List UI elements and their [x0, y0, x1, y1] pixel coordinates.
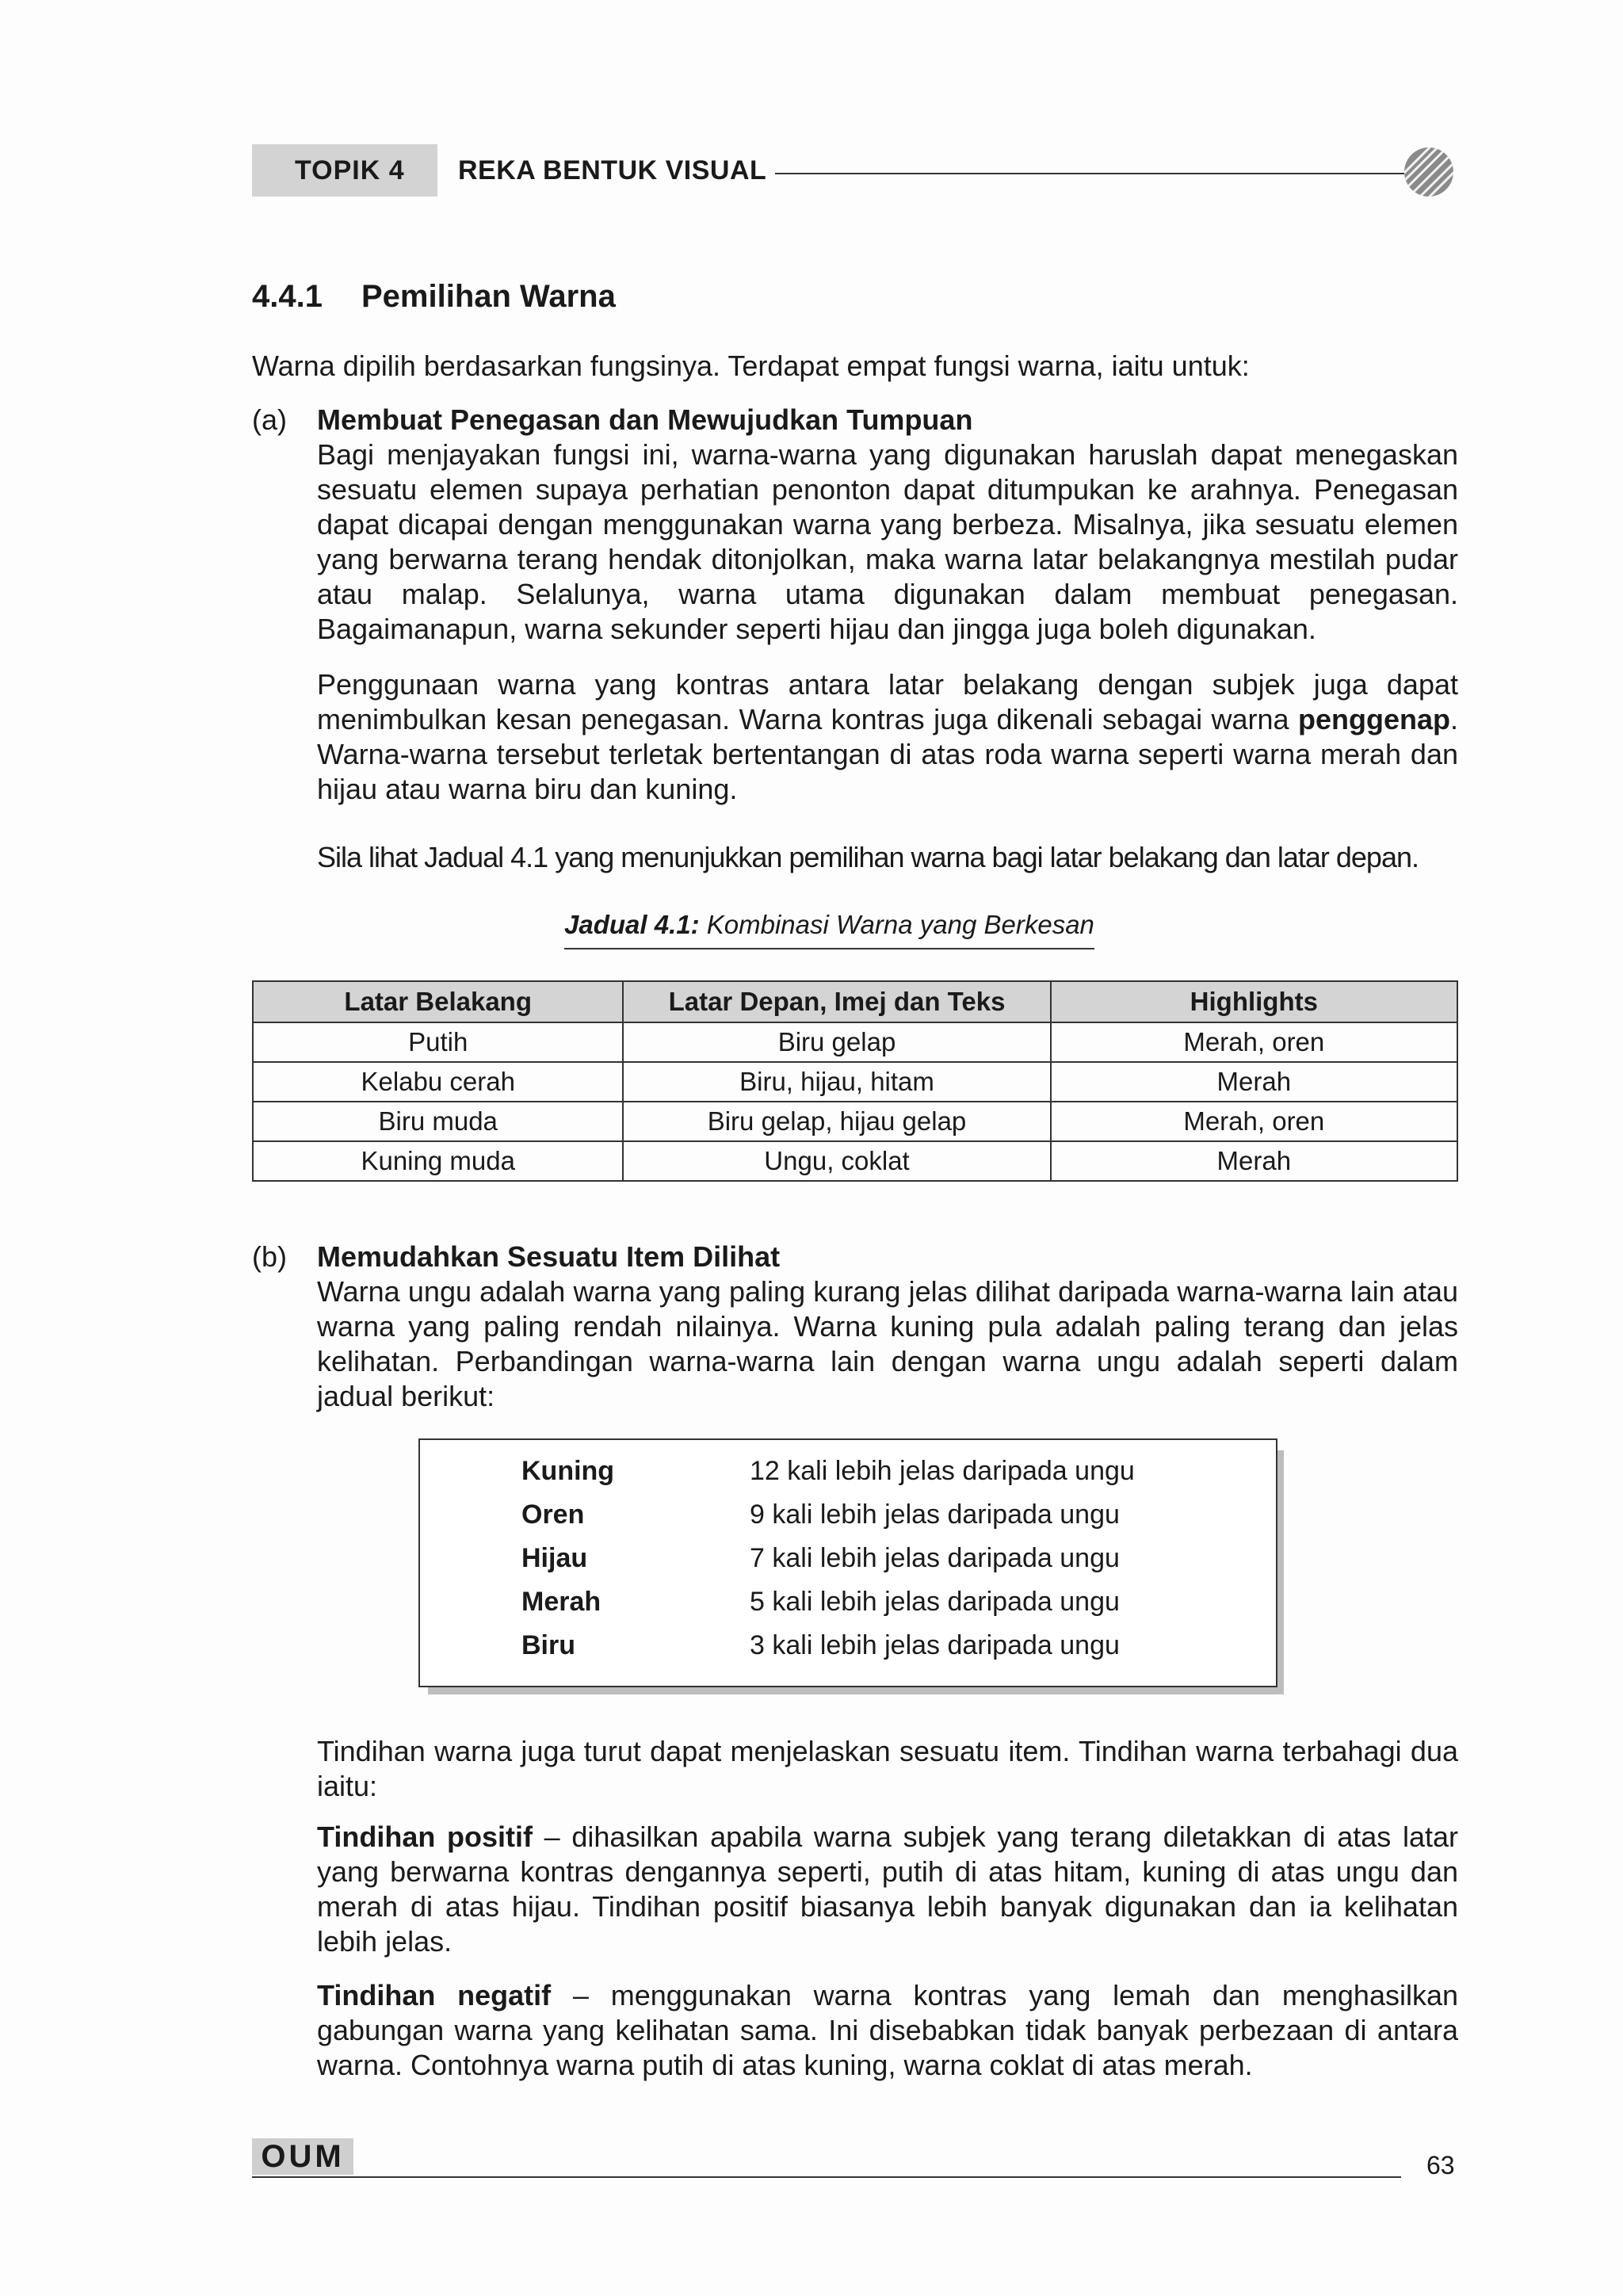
- positive-overlay-text: – dihasilkan apabila warna subjek yang terang diletakkan di atas latar yang berwarna kontras dengannya seperti, putih di atas hitam, kuning di atas ungu dan merah di atas hijau. Tindihan positif biasanya lebih banyak digunakan dan ia kelihatan lebih jelas.: [317, 1820, 1459, 1958]
- intro-paragraph: Warna dipilih berdasarkan fungsinya. Terdapat empat fungsi warna, iaitu untuk:: [252, 350, 1250, 382]
- table-cell: Ungu, coklat: [623, 1141, 1050, 1181]
- topic-label: TOPIK 4: [295, 155, 405, 185]
- visibility-comparison-box: [418, 1438, 1277, 1687]
- table-cell: Biru gelap, hijau gelap: [623, 1102, 1050, 1141]
- table-cell: Biru, hijau, hitam: [623, 1062, 1050, 1102]
- p2-text-start: Penggunaan warna yang kontras antara latar belakang dengan subjek juga dapat menimbulkan kesan penegasan. Warna kontras juga dikenali sebagai warna: [317, 668, 1458, 735]
- item-a-paragraph-3: Sila lihat Jadual 4.1 yang menunjukkan pemilihan warna bagi latar belakang dan latar depan.: [317, 841, 1419, 873]
- table-row: [253, 1102, 1457, 1141]
- item-b-label: (b): [252, 1240, 287, 1273]
- color-name: Merah: [521, 1587, 601, 1617]
- p2-text-end: . Warna-warna tersebut terletak bertentangan di atas roda warna seperti warna merah dan hijau atau warna biru dan kuning.: [317, 703, 1458, 805]
- table-cell: Biru gelap: [623, 1022, 1050, 1062]
- table-cell: Biru muda: [253, 1102, 623, 1141]
- item-a-heading: Membuat Penegasan dan Mewujudkan Tumpuan: [317, 403, 973, 436]
- caption-text: Kombinasi Warna yang Berkesan: [699, 910, 1094, 939]
- color-visibility: 9 kali lebih jelas daripada ungu: [750, 1499, 1120, 1530]
- color-visibility: 5 kali lebih jelas daripada ungu: [750, 1587, 1120, 1617]
- table-row: [253, 1022, 1457, 1062]
- table-cell: Putih: [253, 1022, 623, 1062]
- item-a-paragraph-1: Bagi menjayakan fungsi ini, warna-warna yang digunakan haruslah dapat menegaskan sesuatu elemen supaya perhatian penonton dapat ditumpukan ke arahnya. Penegasan dapat dicapai dengan menggunakan warna yang berbeza. Misalnya, jika sesuatu elemen yang berwarna terang hendak ditonjolkan, maka warna latar belakangnya mestilah pudar atau malap. Selalunya, warna utama digunakan dalam membuat penegasan. Bagaimanapun, warna sekunder seperti hijau dan jingga juga boleh digunakan.: [317, 438, 1458, 645]
- item-b-paragraph-1: Warna ungu adalah warna yang paling kurang jelas dilihat daripada warna-warna lain atau warna yang paling rendah nilainya. Warna kuning pula adalah paling terang dan jelas kelihatan. Perbandingan warna-warna lain dengan warna ungu adalah seperti dalam jadual berikut:: [317, 1275, 1458, 1412]
- color-name: Kuning: [521, 1456, 615, 1486]
- positive-overlay-paragraph: [317, 1820, 1458, 1959]
- section-title: Pemilihan Warna: [361, 279, 616, 314]
- item-a-paragraph-2: [317, 667, 1458, 807]
- table-row: [253, 1062, 1457, 1102]
- item-b-paragraph-2: Tindihan warna juga turut dapat menjelaskan sesuatu item. Tindihan warna terbahagi dua iaitu:: [317, 1735, 1458, 1802]
- oum-logo: OUM: [252, 2138, 353, 2175]
- table-cell: Merah, oren: [1051, 1102, 1457, 1141]
- caption-label: Jadual 4.1:: [564, 910, 700, 939]
- section-number: 4.4.1: [252, 279, 323, 314]
- negative-overlay-text: – menggunakan warna kontras yang lemah dan menghasilkan gabungan warna yang kelihatan sama. Ini disebabkan tidak banyak perbezaan di antara warna. Contohnya warna putih di atas kuning, warna coklat di atas merah.: [317, 1979, 1458, 2081]
- color-visibility: 12 kali lebih jelas daripada ungu: [750, 1456, 1135, 1486]
- term-penggenap: penggenap: [1297, 703, 1450, 735]
- item-a-label: (a): [252, 403, 287, 436]
- striped-circle-icon: [1403, 146, 1455, 198]
- table-header: Highlights: [1051, 981, 1457, 1022]
- color-combination-table: [252, 980, 1458, 1182]
- color-name: Oren: [521, 1499, 585, 1530]
- table-header: Latar Depan, Imej dan Teks: [623, 981, 1050, 1022]
- header-rule: [775, 173, 1409, 174]
- chapter-title: REKA BENTUK VISUAL: [458, 155, 767, 185]
- page-number: 63: [1426, 2151, 1455, 2179]
- footer-rule: [252, 2176, 1401, 2178]
- color-name: Hijau: [521, 1543, 588, 1573]
- section-heading: [252, 279, 616, 315]
- table-cell: Kuning muda: [253, 1141, 623, 1181]
- color-visibility: 3 kali lebih jelas daripada ungu: [750, 1630, 1120, 1660]
- table-cell: Merah: [1051, 1141, 1457, 1181]
- table-header-row: [253, 981, 1457, 1022]
- item-b-heading: Memudahkan Sesuatu Item Dilihat: [317, 1240, 781, 1273]
- table-row: [253, 1141, 1457, 1181]
- negative-overlay-paragraph: [317, 1978, 1458, 2083]
- table-cell: Merah, oren: [1051, 1022, 1457, 1062]
- term-negative-overlay: Tindihan negatif: [317, 1979, 552, 2011]
- table-caption: [564, 910, 1094, 949]
- table-cell: Kelabu cerah: [253, 1062, 623, 1102]
- color-name: Biru: [521, 1630, 575, 1660]
- table-header: Latar Belakang: [253, 981, 623, 1022]
- term-positive-overlay: Tindihan positif: [317, 1820, 533, 1853]
- color-visibility: 7 kali lebih jelas daripada ungu: [750, 1543, 1120, 1573]
- table-cell: Merah: [1051, 1062, 1457, 1102]
